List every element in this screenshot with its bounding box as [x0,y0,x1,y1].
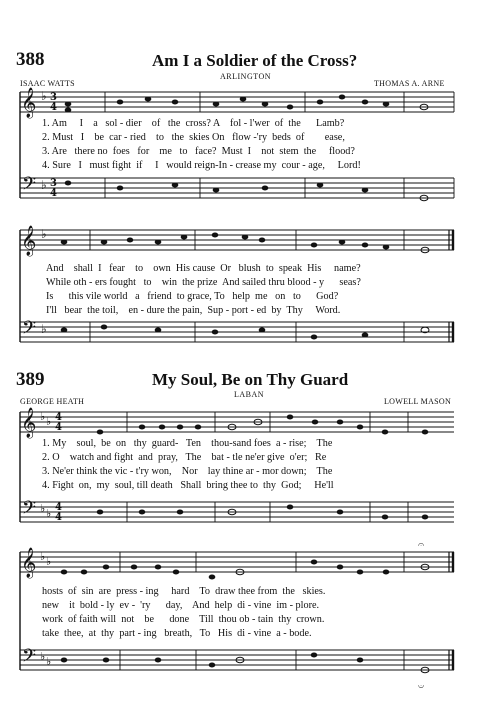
lyric-line: While oth - ers fought to win the prize And sailed thru blood - y seas? [46,277,361,288]
hymn-number: 389 [16,369,45,390]
lyric-line: work of faith will not be done Till thou ob - tain thy crown. [42,614,325,625]
svg-text:♭: ♭ [41,178,47,192]
lyric-line: 2. O watch and fight and pray, The bat - tle ne'er give o'er; Re [42,452,327,463]
svg-text:𝄞: 𝄞 [21,408,37,438]
words-credit: ISAAC WATTS [20,79,75,88]
lyric-line: 4. Fight on, my soul, till death Shall bring thee to thy God; He'll [42,480,334,491]
svg-text:𝄑: 𝄑 [418,680,425,693]
lyric-line: Is this vile world a friend to grace, To help me on to God? [46,291,339,302]
words-credit: GEORGE HEATH [20,397,85,406]
svg-text:4: 4 [55,502,62,513]
svg-text:𝄢: 𝄢 [22,318,37,343]
svg-text:3: 3 [50,92,57,103]
svg-text:♭: ♭ [40,502,46,515]
svg-text:♭: ♭ [46,415,52,428]
svg-text:♭: ♭ [41,227,47,241]
hymn-number: 388 [16,49,45,70]
svg-text:𝄞: 𝄞 [21,548,37,578]
lyric-line: 3. Are there no foes for me to face? Must I not stem the flood? [42,146,355,157]
tune-name: LABAN [234,390,265,399]
lyric-line: I'll bear the toil, en - dure the pain, Sup - port - ed by Thy Word. [46,305,341,316]
hymn-title: My Soul, Be on Thy Guard [152,370,349,389]
svg-text:♭: ♭ [40,550,46,563]
hymn-title: Am I a Soldier of the Cross? [152,51,358,70]
svg-text:4: 4 [50,102,57,113]
music-credit: THOMAS A. ARNE [374,79,445,88]
tune-name: ARLINGTON [220,72,272,81]
svg-text:3: 3 [50,178,57,189]
lyric-line: 3. Ne'er think the vic - t'ry won, Nor lay thine ar - mor down; The [42,466,333,477]
lyric-line: new it bold - ly ev - 'ry day, And help di - vine im - plore. [42,600,320,611]
svg-text:♭: ♭ [40,410,46,423]
svg-text:♭: ♭ [41,322,47,336]
svg-text:4: 4 [55,512,62,523]
svg-text:𝄢: 𝄢 [22,174,37,199]
svg-text:𝄢: 𝄢 [22,646,37,671]
svg-text:♭: ♭ [40,650,46,663]
music-credit: LOWELL MASON [384,397,452,406]
lyric-line: 4. Sure I must fight if I would reign-In - crease my cour - age, Lord! [42,160,361,171]
lyric-line: 2. Must I be car - ried to the skies On flow -'ry beds of ease, [42,132,345,143]
svg-text:𝄢: 𝄢 [22,498,37,523]
svg-text:4: 4 [55,412,62,423]
svg-text:4: 4 [55,422,62,433]
svg-text:♭: ♭ [46,507,52,520]
lyric-line: take thee, at thy part - ing breath, To His di - vine a - bode. [42,628,312,639]
lyric-line: And shall I fear to own His cause Or blush to speak His name? [46,263,361,274]
svg-text:♭: ♭ [46,555,52,568]
lyric-line: 1. Am I a sol - dier of the cross? A fol - l'wer of the Lamb? [42,118,345,129]
lyric-line: hosts of sin are press - ing hard To draw thee from the skies. [42,586,326,597]
svg-text:4: 4 [50,188,57,199]
svg-text:𝄞: 𝄞 [21,226,37,256]
svg-text:𝄐: 𝄐 [418,538,425,551]
svg-text:♭: ♭ [46,655,52,668]
svg-text:𝄞: 𝄞 [21,88,37,118]
lyric-line: 1. My soul, be on thy guard- Ten thou-sand foes a - rise; The [42,438,333,449]
svg-text:♭: ♭ [41,89,47,103]
